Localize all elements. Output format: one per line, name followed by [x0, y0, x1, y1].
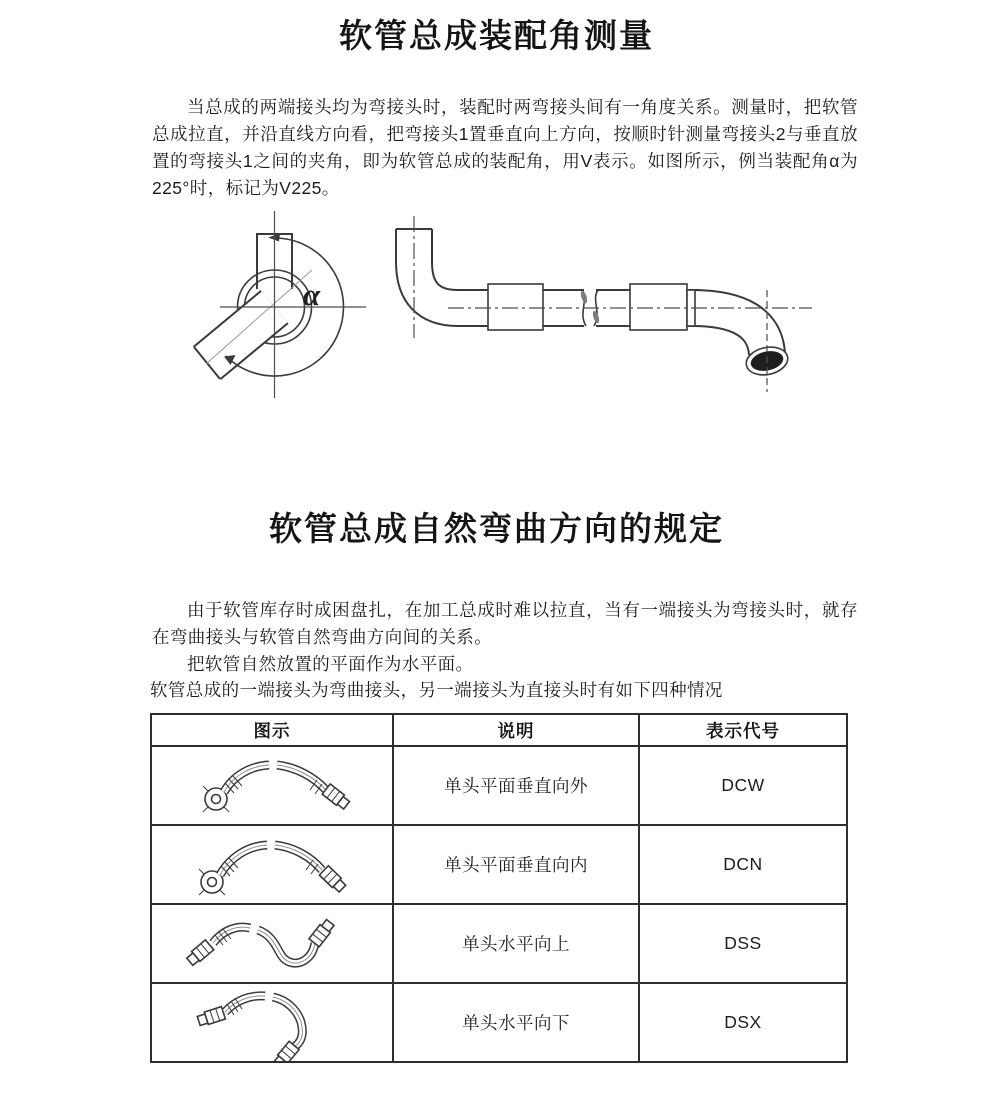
- hose-illustration-dcw: [153, 748, 391, 824]
- table-intro-text: 软管总成的一端接头为弯曲接头，另一端接头为直接头时有如下四种情况: [150, 680, 723, 700]
- description-cell: 单头平面垂直向内: [393, 825, 639, 904]
- illustration-cell: [151, 825, 393, 904]
- table-row: [151, 983, 847, 1062]
- section1-title: 软管总成装配角测量: [339, 17, 654, 54]
- illustration-cell: [151, 983, 393, 1062]
- description-cell: 单头平面垂直向外: [393, 746, 639, 825]
- col-header-illustration: 图示: [151, 714, 393, 746]
- end-view-diagram: [194, 211, 366, 398]
- col-header-code: 表示代号: [639, 714, 847, 746]
- assembly-angle-figure: [150, 200, 870, 410]
- hose-illustration-dss: [153, 906, 391, 982]
- illustration-cell: [151, 746, 393, 825]
- code-cell: DCW: [639, 746, 847, 825]
- alpha-angle-label: α: [303, 277, 321, 312]
- bend-direction-table: [150, 713, 848, 1063]
- table-row: [151, 904, 847, 983]
- code-cell: DCN: [639, 825, 847, 904]
- description-cell: 单头水平向上: [393, 904, 639, 983]
- code-cell: DSS: [639, 904, 847, 983]
- col-header-description: 说明: [393, 714, 639, 746]
- section2-paragraph-2: 把软管自然放置的平面作为水平面。: [187, 653, 474, 674]
- table-row: [151, 825, 847, 904]
- side-view-diagram: [396, 216, 812, 392]
- section2-paragraph-1: 由于软管库存时成困盘扎，在加工总成时难以拉直，当有一端接头为弯接头时，就存在弯曲接头与软管自然弯曲方向间的关系。: [152, 599, 858, 647]
- table-header-row: [151, 714, 847, 746]
- assembly-angle-diagram: [150, 200, 870, 410]
- section2-title: 软管总成自然弯曲方向的规定: [269, 510, 724, 547]
- illustration-cell: [151, 904, 393, 983]
- code-cell: DSX: [639, 983, 847, 1062]
- hose-illustration-dcn: [153, 827, 391, 903]
- table-row: [151, 746, 847, 825]
- hose-illustration-dsx: [153, 985, 391, 1061]
- description-cell: 单头水平向下: [393, 983, 639, 1062]
- section1-paragraph: 当总成的两端接头均为弯接头时，装配时两弯接头间有一角度关系。测量时，把软管总成拉直，并沿直线方向看，把弯接头1置垂直向上方向，按顺时针测量弯接头2与垂直放置的弯接头1之间的夹角，即为软管总成的装配角，用V表示。如图所示，例当装配角α为225°时，标记为V225。: [152, 96, 858, 198]
